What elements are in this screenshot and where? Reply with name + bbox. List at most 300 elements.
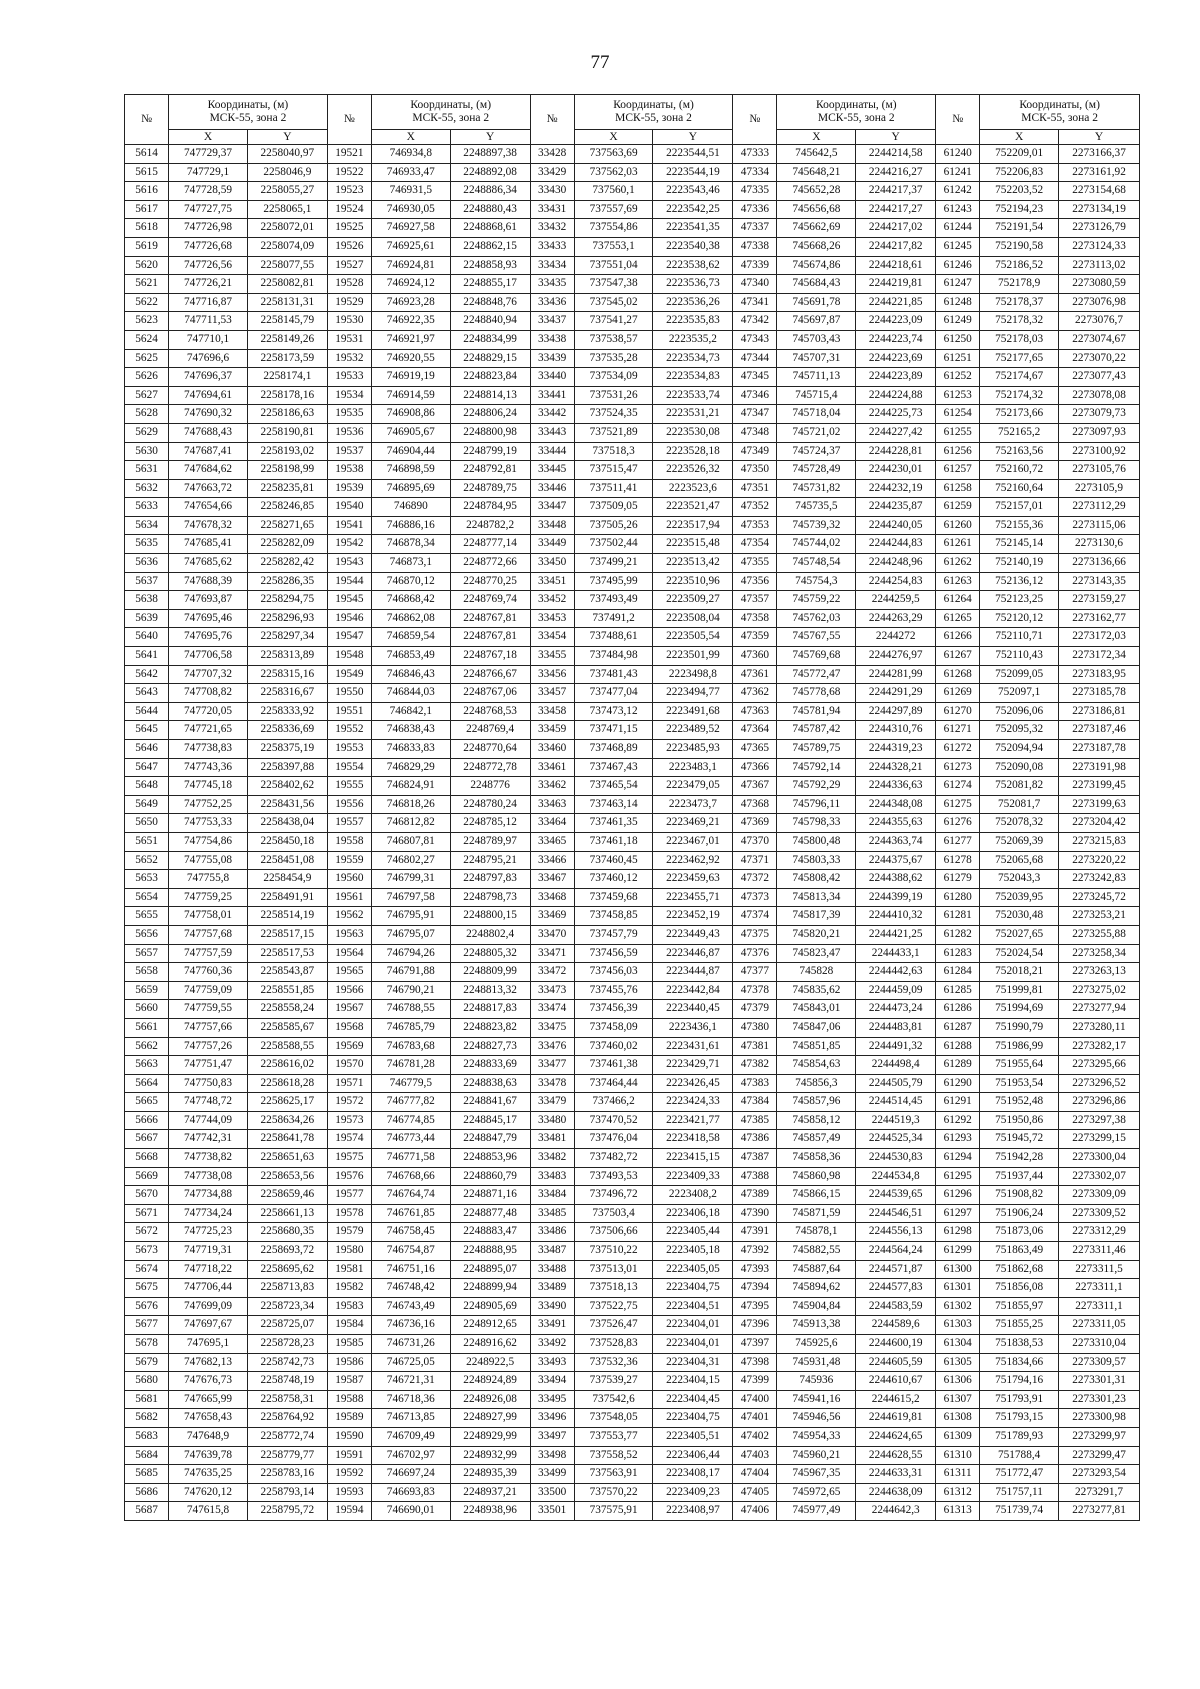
point-number: 5622 <box>125 293 169 312</box>
x-coordinate: 745856,3 <box>777 1074 856 1093</box>
y-coordinate: 2258313,89 <box>247 647 327 666</box>
point-number: 5665 <box>125 1093 169 1112</box>
point-number: 5683 <box>125 1427 169 1446</box>
point-number: 19535 <box>327 405 371 424</box>
y-coordinate: 2258764,92 <box>247 1409 327 1428</box>
point-number: 47341 <box>733 293 777 312</box>
y-coordinate: 2244230,01 <box>856 461 936 480</box>
x-coordinate: 747708,82 <box>169 684 248 703</box>
y-coordinate: 2258514,19 <box>247 907 327 926</box>
y-coordinate: 2223455,71 <box>653 888 733 907</box>
point-number: 61297 <box>936 1204 980 1223</box>
point-number: 61311 <box>936 1465 980 1484</box>
y-coordinate: 2273124,33 <box>1059 237 1140 256</box>
x-coordinate: 737473,12 <box>574 702 653 721</box>
y-coordinate: 2248802,4 <box>450 925 530 944</box>
y-coordinate: 2258641,78 <box>247 1130 327 1149</box>
point-number: 19586 <box>327 1353 371 1372</box>
point-number: 5642 <box>125 665 169 684</box>
y-coordinate: 2248798,73 <box>450 888 530 907</box>
x-coordinate: 737542,6 <box>574 1390 653 1409</box>
y-coordinate: 2244217,37 <box>856 182 936 201</box>
table-row <box>125 1074 1140 1093</box>
point-number: 19565 <box>327 963 371 982</box>
point-number: 33460 <box>530 740 574 759</box>
x-coordinate: 752039,95 <box>980 888 1059 907</box>
y-coordinate: 2223405,51 <box>653 1427 733 1446</box>
x-coordinate: 747755,8 <box>169 870 248 889</box>
y-coordinate: 2258454,9 <box>247 870 327 889</box>
y-coordinate: 2258065,1 <box>247 200 327 219</box>
y-coordinate: 2244276,97 <box>856 647 936 666</box>
x-coordinate: 746844,03 <box>371 684 450 703</box>
point-number: 33482 <box>530 1149 574 1168</box>
point-number: 5653 <box>125 870 169 889</box>
y-coordinate: 2223449,43 <box>653 925 733 944</box>
y-coordinate: 2273299,47 <box>1059 1446 1140 1465</box>
point-number: 61293 <box>936 1130 980 1149</box>
x-coordinate: 746853,49 <box>371 647 450 666</box>
point-number: 61290 <box>936 1074 980 1093</box>
y-coordinate: 2273310,04 <box>1059 1335 1140 1354</box>
point-number: 5655 <box>125 907 169 926</box>
y-coordinate: 2273070,22 <box>1059 349 1140 368</box>
point-number: 19555 <box>327 777 371 796</box>
point-number: 61262 <box>936 554 980 573</box>
y-coordinate: 2258193,02 <box>247 442 327 461</box>
x-coordinate: 737518,13 <box>574 1279 653 1298</box>
x-coordinate: 752123,25 <box>980 591 1059 610</box>
y-coordinate: 2273100,92 <box>1059 442 1140 461</box>
y-coordinate: 2223533,74 <box>653 386 733 405</box>
point-number: 47342 <box>733 312 777 331</box>
x-coordinate: 747615,8 <box>169 1502 248 1521</box>
point-number: 47387 <box>733 1149 777 1168</box>
point-number: 47364 <box>733 721 777 740</box>
point-number: 61279 <box>936 870 980 889</box>
point-number: 47394 <box>733 1279 777 1298</box>
table-row <box>125 1465 1140 1484</box>
point-number: 33489 <box>530 1279 574 1298</box>
point-number: 33485 <box>530 1204 574 1223</box>
y-coordinate: 2223436,1 <box>653 1018 733 1037</box>
x-coordinate: 747665,99 <box>169 1390 248 1409</box>
x-coordinate: 746785,79 <box>371 1018 450 1037</box>
point-number: 61284 <box>936 963 980 982</box>
point-number: 47381 <box>733 1037 777 1056</box>
y-coordinate: 2244310,76 <box>856 721 936 740</box>
point-number: 5662 <box>125 1037 169 1056</box>
x-coordinate: 747751,47 <box>169 1056 248 1075</box>
x-coordinate: 745656,68 <box>777 200 856 219</box>
point-number: 47396 <box>733 1316 777 1335</box>
x-coordinate: 746859,54 <box>371 628 450 647</box>
x-coordinate: 745703,43 <box>777 330 856 349</box>
x-coordinate: 745674,86 <box>777 256 856 275</box>
point-number: 5667 <box>125 1130 169 1149</box>
y-coordinate: 2248938,96 <box>450 1502 530 1521</box>
y-coordinate: 2223440,45 <box>653 1000 733 1019</box>
x-coordinate: 746914,59 <box>371 386 450 405</box>
table-row <box>125 349 1140 368</box>
y-coordinate: 2258131,31 <box>247 293 327 312</box>
y-coordinate: 2258402,62 <box>247 777 327 796</box>
point-number: 47338 <box>733 237 777 256</box>
x-coordinate: 752165,2 <box>980 423 1059 442</box>
x-coordinate: 737456,59 <box>574 944 653 963</box>
y-coordinate: 2244291,29 <box>856 684 936 703</box>
x-coordinate: 737515,47 <box>574 461 653 480</box>
point-number: 61272 <box>936 740 980 759</box>
point-number: 19551 <box>327 702 371 721</box>
x-coordinate: 746862,08 <box>371 609 450 628</box>
point-number: 5629 <box>125 423 169 442</box>
x-coordinate: 752145,14 <box>980 535 1059 554</box>
x-coordinate: 751855,25 <box>980 1316 1059 1335</box>
table-row <box>125 684 1140 703</box>
x-coordinate: 737526,47 <box>574 1316 653 1335</box>
y-coordinate: 2248766,67 <box>450 665 530 684</box>
x-coordinate: 747742,31 <box>169 1130 248 1149</box>
x-coordinate: 745721,02 <box>777 423 856 442</box>
y-coordinate: 2273253,21 <box>1059 907 1140 926</box>
point-number: 5663 <box>125 1056 169 1075</box>
x-coordinate: 747707,32 <box>169 665 248 684</box>
x-coordinate: 746921,97 <box>371 330 450 349</box>
point-number: 33449 <box>530 535 574 554</box>
table-row <box>125 145 1140 164</box>
x-coordinate: 737539,27 <box>574 1372 653 1391</box>
y-coordinate: 2244610,67 <box>856 1372 936 1391</box>
y-coordinate: 2273311,05 <box>1059 1316 1140 1335</box>
y-coordinate: 2244388,62 <box>856 870 936 889</box>
x-coordinate: 737496,72 <box>574 1186 653 1205</box>
x-coordinate: 745847,06 <box>777 1018 856 1037</box>
y-coordinate: 2244348,08 <box>856 795 936 814</box>
x-coordinate: 746923,28 <box>371 293 450 312</box>
y-coordinate: 2244615,2 <box>856 1390 936 1409</box>
x-coordinate: 745828 <box>777 963 856 982</box>
y-coordinate: 2223473,7 <box>653 795 733 814</box>
point-number: 61289 <box>936 1056 980 1075</box>
header-y-2: Y <box>450 130 530 145</box>
y-coordinate: 2248862,15 <box>450 237 530 256</box>
y-coordinate: 2244223,74 <box>856 330 936 349</box>
point-number: 61266 <box>936 628 980 647</box>
point-number: 47402 <box>733 1427 777 1446</box>
point-number: 19528 <box>327 275 371 294</box>
x-coordinate: 737511,41 <box>574 479 653 498</box>
x-coordinate: 747682,13 <box>169 1353 248 1372</box>
x-coordinate: 746709,49 <box>371 1427 450 1446</box>
header-coordinates-line2: МСК-55, зона 2 <box>817 112 895 124</box>
point-number: 19540 <box>327 498 371 517</box>
y-coordinate: 2248877,48 <box>450 1204 530 1223</box>
y-coordinate: 2258680,35 <box>247 1223 327 1242</box>
point-number: 61287 <box>936 1018 980 1037</box>
y-coordinate: 2244328,21 <box>856 758 936 777</box>
point-number: 19553 <box>327 740 371 759</box>
x-coordinate: 747696,37 <box>169 368 248 387</box>
x-coordinate: 747727,75 <box>169 200 248 219</box>
x-coordinate: 751793,91 <box>980 1390 1059 1409</box>
x-coordinate: 746754,87 <box>371 1242 450 1261</box>
header-y-5: Y <box>1059 130 1140 145</box>
x-coordinate: 747729,37 <box>169 145 248 164</box>
y-coordinate: 2258186,63 <box>247 405 327 424</box>
point-number: 33487 <box>530 1242 574 1261</box>
y-coordinate: 2248886,34 <box>450 182 530 201</box>
y-coordinate: 2273105,9 <box>1059 479 1140 498</box>
x-coordinate: 752110,43 <box>980 647 1059 666</box>
point-number: 19549 <box>327 665 371 684</box>
point-number: 33470 <box>530 925 574 944</box>
point-number: 19534 <box>327 386 371 405</box>
y-coordinate: 2273296,86 <box>1059 1093 1140 1112</box>
x-coordinate: 747738,83 <box>169 740 248 759</box>
y-coordinate: 2244336,63 <box>856 777 936 796</box>
point-number: 19550 <box>327 684 371 703</box>
point-number: 5640 <box>125 628 169 647</box>
table-row <box>125 554 1140 573</box>
y-coordinate: 2223446,87 <box>653 944 733 963</box>
point-number: 33430 <box>530 182 574 201</box>
y-coordinate: 2248935,39 <box>450 1465 530 1484</box>
point-number: 19548 <box>327 647 371 666</box>
point-number: 5680 <box>125 1372 169 1391</box>
table-row <box>125 832 1140 851</box>
x-coordinate: 752190,58 <box>980 237 1059 256</box>
point-number: 33448 <box>530 516 574 535</box>
point-number: 5682 <box>125 1409 169 1428</box>
point-number: 47400 <box>733 1390 777 1409</box>
y-coordinate: 2273312,29 <box>1059 1223 1140 1242</box>
point-number: 61250 <box>936 330 980 349</box>
point-number: 47361 <box>733 665 777 684</box>
y-coordinate: 2248929,99 <box>450 1427 530 1446</box>
point-number: 5666 <box>125 1111 169 1130</box>
y-coordinate: 2223426,45 <box>653 1074 733 1093</box>
point-number: 5646 <box>125 740 169 759</box>
x-coordinate: 751789,93 <box>980 1427 1059 1446</box>
table-row <box>125 200 1140 219</box>
point-number: 61264 <box>936 591 980 610</box>
point-number: 5650 <box>125 814 169 833</box>
x-coordinate: 745697,87 <box>777 312 856 331</box>
x-coordinate: 746748,42 <box>371 1279 450 1298</box>
y-coordinate: 2258742,73 <box>247 1353 327 1372</box>
header-x-1: X <box>169 130 248 145</box>
point-number: 47379 <box>733 1000 777 1019</box>
table-row <box>125 609 1140 628</box>
header-coordinates-2 <box>371 95 530 130</box>
point-number: 5671 <box>125 1204 169 1223</box>
table-row <box>125 405 1140 424</box>
x-coordinate: 746908,86 <box>371 405 450 424</box>
y-coordinate: 2244254,83 <box>856 572 936 591</box>
y-coordinate: 2258235,81 <box>247 479 327 498</box>
x-coordinate: 745715,4 <box>777 386 856 405</box>
y-coordinate: 2258772,74 <box>247 1427 327 1446</box>
x-coordinate: 746818,26 <box>371 795 450 814</box>
point-number: 19538 <box>327 461 371 480</box>
y-coordinate: 2258316,67 <box>247 684 327 703</box>
point-number: 61249 <box>936 312 980 331</box>
point-number: 33494 <box>530 1372 574 1391</box>
x-coordinate: 746920,55 <box>371 349 450 368</box>
x-coordinate: 747755,08 <box>169 851 248 870</box>
x-coordinate: 747695,46 <box>169 609 248 628</box>
y-coordinate: 2273277,81 <box>1059 1502 1140 1521</box>
x-coordinate: 747734,24 <box>169 1204 248 1223</box>
x-coordinate: 745972,65 <box>777 1483 856 1502</box>
y-coordinate: 2223515,48 <box>653 535 733 554</box>
x-coordinate: 745817,39 <box>777 907 856 926</box>
point-number: 5633 <box>125 498 169 517</box>
y-coordinate: 2223489,52 <box>653 721 733 740</box>
table-row <box>125 479 1140 498</box>
x-coordinate: 746924,12 <box>371 275 450 294</box>
point-number: 61285 <box>936 981 980 1000</box>
x-coordinate: 747654,66 <box>169 498 248 517</box>
x-coordinate: 747760,36 <box>169 963 248 982</box>
y-coordinate: 2223491,68 <box>653 702 733 721</box>
x-coordinate: 745772,47 <box>777 665 856 684</box>
point-number: 19575 <box>327 1149 371 1168</box>
y-coordinate: 2258077,55 <box>247 256 327 275</box>
point-number: 61267 <box>936 647 980 666</box>
y-coordinate: 2258074,09 <box>247 237 327 256</box>
y-coordinate: 2273154,68 <box>1059 182 1140 201</box>
x-coordinate: 737458,09 <box>574 1018 653 1037</box>
y-coordinate: 2248769,74 <box>450 591 530 610</box>
x-coordinate: 751955,64 <box>980 1056 1059 1075</box>
y-coordinate: 2223521,47 <box>653 498 733 517</box>
point-number: 61241 <box>936 163 980 182</box>
y-coordinate: 2223404,51 <box>653 1297 733 1316</box>
header-number-3: № <box>530 95 574 145</box>
point-number: 19562 <box>327 907 371 926</box>
header-y-1: Y <box>247 130 327 145</box>
x-coordinate: 745798,33 <box>777 814 856 833</box>
y-coordinate: 2244281,99 <box>856 665 936 684</box>
y-coordinate: 2244217,82 <box>856 237 936 256</box>
x-coordinate: 752018,21 <box>980 963 1059 982</box>
y-coordinate: 2248800,98 <box>450 423 530 442</box>
x-coordinate: 752178,03 <box>980 330 1059 349</box>
y-coordinate: 2258173,59 <box>247 349 327 368</box>
x-coordinate: 752178,37 <box>980 293 1059 312</box>
point-number: 61308 <box>936 1409 980 1428</box>
y-coordinate: 2273291,7 <box>1059 1483 1140 1502</box>
y-coordinate: 2244498,4 <box>856 1056 936 1075</box>
point-number: 5652 <box>125 851 169 870</box>
x-coordinate: 745823,47 <box>777 944 856 963</box>
y-coordinate: 2223409,23 <box>653 1483 733 1502</box>
y-coordinate: 2244421,25 <box>856 925 936 944</box>
x-coordinate: 746697,24 <box>371 1465 450 1484</box>
point-number: 19561 <box>327 888 371 907</box>
y-coordinate: 2273172,34 <box>1059 647 1140 666</box>
x-coordinate: 751838,53 <box>980 1335 1059 1354</box>
point-number: 33452 <box>530 591 574 610</box>
x-coordinate: 746886,16 <box>371 516 450 535</box>
y-coordinate: 2273187,46 <box>1059 721 1140 740</box>
point-number: 33496 <box>530 1409 574 1428</box>
x-coordinate: 746690,01 <box>371 1502 450 1521</box>
x-coordinate: 746777,82 <box>371 1093 450 1112</box>
x-coordinate: 752099,05 <box>980 665 1059 684</box>
y-coordinate: 2223530,08 <box>653 423 733 442</box>
x-coordinate: 747694,61 <box>169 386 248 405</box>
point-number: 47374 <box>733 907 777 926</box>
x-coordinate: 752206,83 <box>980 163 1059 182</box>
x-coordinate: 747757,59 <box>169 944 248 963</box>
x-coordinate: 745803,33 <box>777 851 856 870</box>
x-coordinate: 737477,04 <box>574 684 653 703</box>
table-row <box>125 535 1140 554</box>
point-number: 5659 <box>125 981 169 1000</box>
point-number: 47391 <box>733 1223 777 1242</box>
y-coordinate: 2248767,81 <box>450 609 530 628</box>
point-number: 33499 <box>530 1465 574 1484</box>
x-coordinate: 746713,85 <box>371 1409 450 1428</box>
y-coordinate: 2248916,62 <box>450 1335 530 1354</box>
point-number: 33437 <box>530 312 574 331</box>
x-coordinate: 737532,36 <box>574 1353 653 1372</box>
y-coordinate: 2223479,05 <box>653 777 733 796</box>
y-coordinate: 2244605,59 <box>856 1353 936 1372</box>
x-coordinate: 737460,45 <box>574 851 653 870</box>
x-coordinate: 745946,56 <box>777 1409 856 1428</box>
point-number: 61258 <box>936 479 980 498</box>
y-coordinate: 2273159,27 <box>1059 591 1140 610</box>
y-coordinate: 2223409,33 <box>653 1167 733 1186</box>
y-coordinate: 2223404,75 <box>653 1279 733 1298</box>
y-coordinate: 2244483,81 <box>856 1018 936 1037</box>
point-number: 47349 <box>733 442 777 461</box>
point-number: 5654 <box>125 888 169 907</box>
x-coordinate: 737491,2 <box>574 609 653 628</box>
point-number: 33486 <box>530 1223 574 1242</box>
y-coordinate: 2248897,38 <box>450 145 530 164</box>
y-coordinate: 2273185,78 <box>1059 684 1140 703</box>
point-number: 47335 <box>733 182 777 201</box>
y-coordinate: 2244556,13 <box>856 1223 936 1242</box>
y-coordinate: 2223528,18 <box>653 442 733 461</box>
y-coordinate: 2244221,85 <box>856 293 936 312</box>
x-coordinate: 747726,21 <box>169 275 248 294</box>
y-coordinate: 2223406,18 <box>653 1204 733 1223</box>
point-number: 33465 <box>530 832 574 851</box>
point-number: 5643 <box>125 684 169 703</box>
point-number: 5628 <box>125 405 169 424</box>
point-number: 47362 <box>733 684 777 703</box>
y-coordinate: 2273245,72 <box>1059 888 1140 907</box>
x-coordinate: 747676,73 <box>169 1372 248 1391</box>
point-number: 5637 <box>125 572 169 591</box>
point-number: 61276 <box>936 814 980 833</box>
y-coordinate: 2248834,99 <box>450 330 530 349</box>
point-number: 33472 <box>530 963 574 982</box>
x-coordinate: 745724,37 <box>777 442 856 461</box>
table-row <box>125 1335 1140 1354</box>
x-coordinate: 752186,52 <box>980 256 1059 275</box>
x-coordinate: 745904,84 <box>777 1297 856 1316</box>
point-number: 33473 <box>530 981 574 1000</box>
y-coordinate: 2258375,19 <box>247 740 327 759</box>
x-coordinate: 746925,61 <box>371 237 450 256</box>
